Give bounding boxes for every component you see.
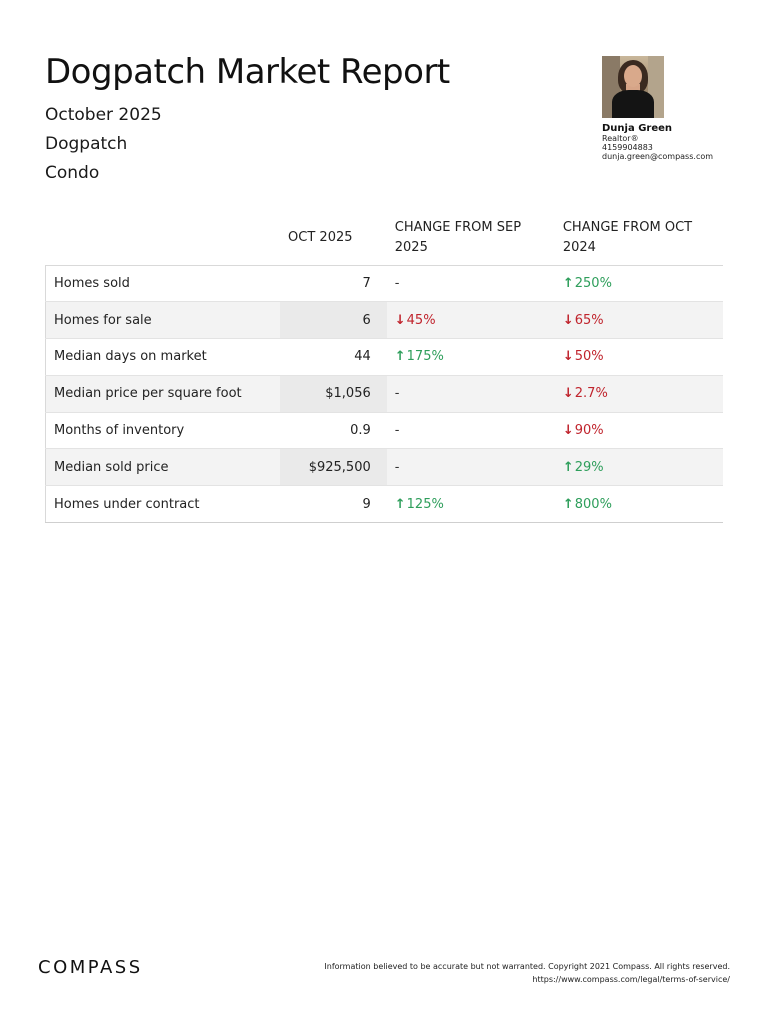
change-from-previous-year [555, 412, 723, 449]
table-row [46, 265, 724, 302]
change-value: - [394, 275, 400, 291]
agent-phone[interactable]: 4159904883 [602, 143, 653, 152]
change-from-previous-year [555, 449, 723, 486]
footer-disclaimer [324, 960, 730, 986]
metric-label: Homes sold [46, 265, 281, 302]
property-type: Condo [45, 163, 100, 183]
page-title: Dogpatch Market Report [45, 52, 450, 92]
metric-value: 7 [280, 265, 387, 302]
change-value: 90% [574, 423, 604, 439]
metric-value: 6 [280, 302, 387, 339]
change-from-previous-year [555, 339, 723, 376]
change-value: 2.7% [574, 386, 608, 402]
change-from-previous-year [555, 375, 723, 412]
change-from-previous-year [555, 302, 723, 339]
arrow-down-icon: ↓ [394, 312, 406, 328]
change-value: 50% [574, 349, 604, 365]
report-date: October 2025 [45, 105, 162, 125]
arrow-down-icon: ↓ [562, 349, 574, 365]
change-from-previous-month [387, 449, 555, 486]
agent-card [602, 56, 742, 161]
arrow-up-icon: ↑ [562, 459, 574, 475]
agent-name: Dunja Green [602, 123, 673, 134]
change-from-previous-month [387, 302, 555, 339]
metric-label: Months of inventory [46, 412, 281, 449]
table-row [46, 375, 724, 412]
metric-label: Homes for sale [46, 302, 281, 339]
neighborhood-name: Dogpatch [45, 134, 128, 154]
table-row [46, 412, 724, 449]
metric-value: 0.9 [280, 412, 387, 449]
change-from-previous-year [555, 486, 723, 523]
table-row [46, 339, 724, 376]
table-row [46, 449, 724, 486]
disclaimer-text: Information believed to be accurate but not warranted. Copyright 2021 Compass. All rights reserved. [324, 962, 730, 971]
table-row [46, 302, 724, 339]
terms-link[interactable]: https://www.compass.com/legal/terms-of-service/ [532, 975, 730, 984]
table-header-row [46, 212, 724, 265]
column-header-metric [46, 212, 281, 265]
change-value: - [394, 386, 400, 402]
change-value: - [394, 423, 400, 439]
change-value: 65% [574, 312, 604, 328]
change-value: 175% [406, 349, 444, 365]
arrow-up-icon: ↑ [394, 349, 406, 365]
change-from-previous-month [387, 375, 555, 412]
metric-label: Median sold price [46, 449, 281, 486]
agent-email[interactable]: dunja.green@compass.com [602, 152, 714, 161]
column-header-change-month: CHANGE FROM SEP 2025 [394, 220, 522, 256]
change-value: 125% [406, 496, 444, 512]
change-from-previous-month [387, 265, 555, 302]
change-from-previous-month [387, 339, 555, 376]
agent-photo [602, 56, 664, 118]
table-row [46, 486, 724, 523]
change-from-previous-year [555, 265, 723, 302]
compass-logo: COMPASS [38, 957, 143, 978]
arrow-up-icon: ↑ [394, 496, 406, 512]
change-value: - [394, 459, 400, 475]
arrow-down-icon: ↓ [562, 423, 574, 439]
arrow-up-icon: ↑ [562, 496, 574, 512]
metric-label: Median days on market [46, 339, 281, 376]
change-from-previous-month [387, 412, 555, 449]
column-header-change-year: CHANGE FROM OCT 2024 [562, 220, 693, 256]
change-value: 250% [574, 275, 612, 291]
arrow-down-icon: ↓ [562, 312, 574, 328]
column-header-current: OCT 2025 [288, 230, 353, 246]
metric-value: 9 [280, 486, 387, 523]
metric-label: Median price per square foot [46, 375, 281, 412]
change-value: 45% [406, 312, 436, 328]
market-stats-table [45, 212, 723, 523]
arrow-down-icon: ↓ [562, 386, 574, 402]
metric-value: $925,500 [280, 449, 387, 486]
metric-label: Homes under contract [46, 486, 281, 523]
change-value: 29% [574, 459, 604, 475]
arrow-up-icon: ↑ [562, 275, 574, 291]
metric-value: $1,056 [280, 375, 387, 412]
change-from-previous-month [387, 486, 555, 523]
metric-value: 44 [280, 339, 387, 376]
agent-role: Realtor® [602, 134, 639, 143]
change-value: 800% [574, 496, 612, 512]
